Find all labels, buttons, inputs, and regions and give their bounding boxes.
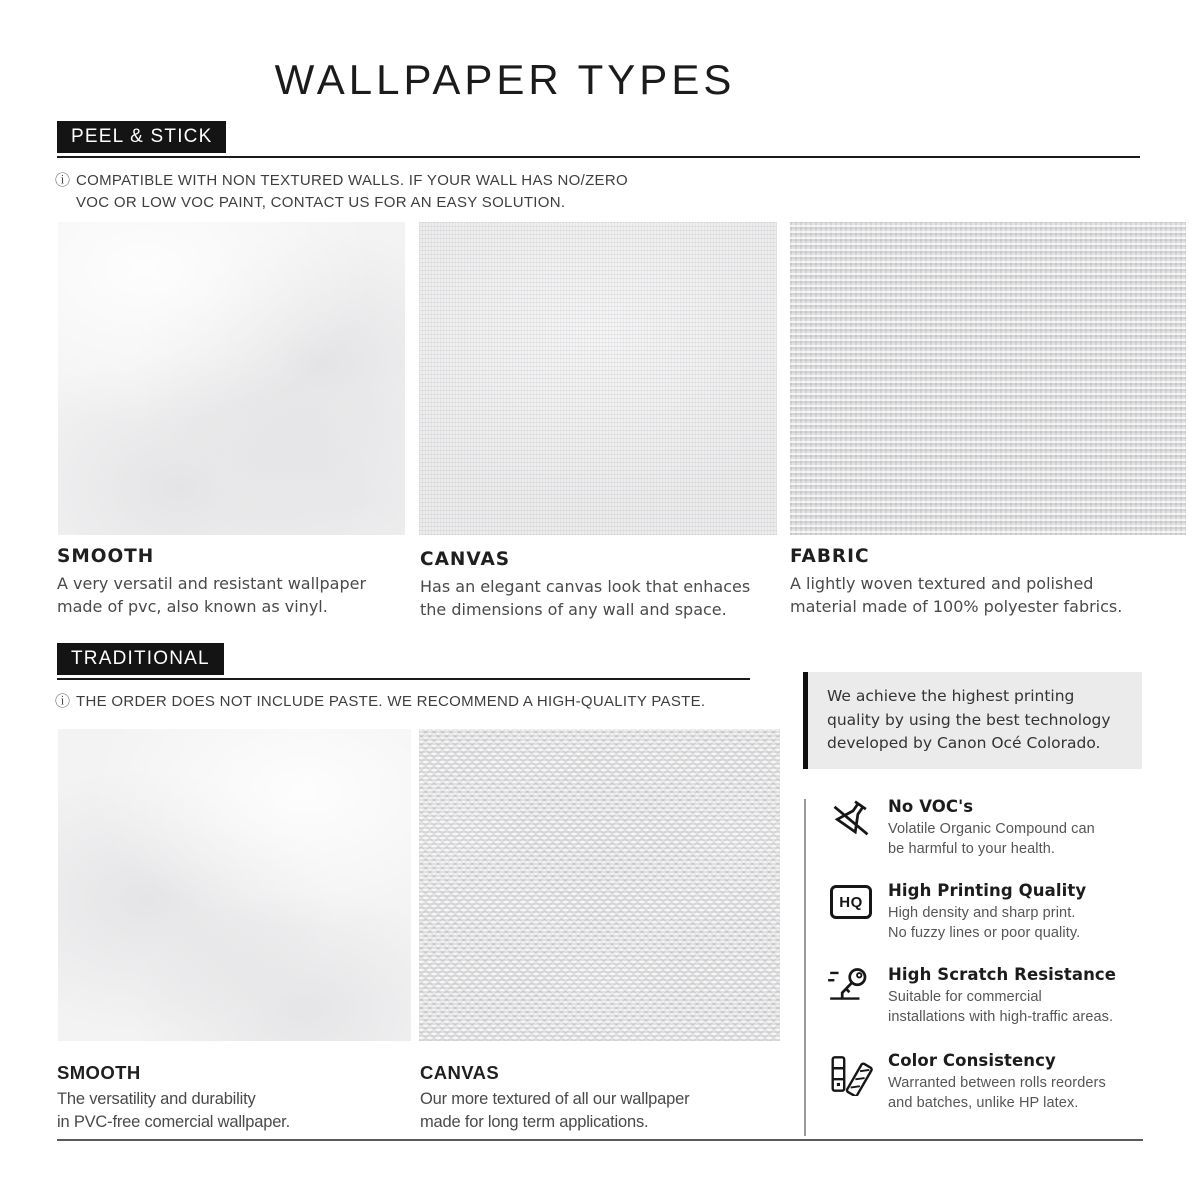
bottom-rule <box>57 1139 1143 1141</box>
traditional-label-text: TRADITIONAL <box>57 643 224 675</box>
swatch-smooth-traditional <box>58 729 411 1041</box>
feature-high-printing-quality <box>888 881 1086 943</box>
feature-desc-line: and batches, unlike HP latex. <box>888 1094 1079 1111</box>
desc-line: material made of 100% polyester fabrics. <box>790 597 1123 616</box>
swatch-desc-smooth-1 <box>57 572 366 618</box>
peel-stick-note-line1: COMPATIBLE WITH NON TEXTURED WALLS. IF YOUR WALL HAS NO/ZERO <box>76 172 628 189</box>
key-scratch-icon <box>826 964 872 1008</box>
swatch-desc-canvas-2 <box>420 1088 689 1134</box>
desc-line: made for long term applications. <box>420 1113 649 1131</box>
info-icon: ⓘ <box>55 172 71 189</box>
feature-desc <box>888 904 1086 943</box>
feature-desc-line: installations with high-traffic areas. <box>888 1008 1114 1025</box>
feature-desc-line: No fuzzy lines or poor quality. <box>888 924 1081 941</box>
feature-desc-line: Volatile Organic Compound can <box>888 821 1095 837</box>
quote-line: developed by Canon Océ Colorado. <box>827 734 1101 752</box>
feature-high-scratch-resistance <box>888 965 1116 1027</box>
feature-title: Color Consistency <box>888 1051 1056 1070</box>
feature-desc-line: Suitable for commercial <box>888 989 1042 1005</box>
feature-desc-line: Warranted between rolls reorders <box>888 1075 1106 1091</box>
peel-stick-note-line2: VOC OR LOW VOC PAINT, CONTACT US FOR AN EASY SOLUTION. <box>76 194 566 211</box>
swatch-canvas-traditional <box>419 729 780 1041</box>
desc-line: the dimensions of any wall and space. <box>420 600 727 619</box>
swatch-name-canvas-1: CANVAS <box>420 549 511 570</box>
swatch-name-canvas-2: CANVAS <box>420 1062 500 1083</box>
desc-line: The versatility and durability <box>57 1090 256 1108</box>
swatch-desc-smooth-2 <box>57 1088 290 1134</box>
swatch-fabric-peel-stick <box>790 222 1186 535</box>
desc-line: A lightly woven textured and polished <box>790 574 1094 593</box>
traditional-note <box>55 691 705 713</box>
quote-line: quality by using the best technology <box>827 710 1111 729</box>
page-title: WALLPAPER TYPES <box>274 56 736 103</box>
swatch-smooth-peel-stick <box>58 222 405 535</box>
feature-color-consistency <box>888 1051 1106 1113</box>
quote-line: We achieve the highest printing <box>827 687 1075 705</box>
no-voc-flask-icon <box>828 798 874 842</box>
hq-badge-label: HQ <box>830 885 872 919</box>
peel-stick-label-text: PEEL & STICK <box>57 121 226 153</box>
feature-desc-line: High density and sharp print. <box>888 905 1076 921</box>
desc-line: made of pvc, also known as vinyl. <box>57 597 328 616</box>
feature-title: High Printing Quality <box>888 881 1087 900</box>
traditional-note-line1: THE ORDER DOES NOT INCLUDE PASTE. WE RECOMMEND A HIGH-QUALITY PASTE. <box>76 693 706 710</box>
feature-desc <box>888 988 1116 1027</box>
traditional-rule <box>57 678 750 680</box>
section-label-traditional <box>57 649 224 669</box>
desc-line: Has an elegant canvas look that enhaces <box>420 577 751 596</box>
desc-line: in PVC-free comercial wallpaper. <box>57 1113 290 1131</box>
swatch-name-fabric-1: FABRIC <box>790 546 870 567</box>
feature-desc <box>888 1074 1106 1113</box>
info-icon: ⓘ <box>55 693 71 710</box>
swatch-name-smooth-2: SMOOTH <box>57 1062 141 1083</box>
desc-line: Our more textured of all our wallpaper <box>420 1090 690 1108</box>
swatch-desc-canvas-1 <box>420 575 750 621</box>
feature-no-voc <box>888 797 1095 859</box>
hq-badge-icon <box>830 885 876 929</box>
feature-title: No VOC's <box>888 797 974 816</box>
section-label-peel-stick <box>57 127 226 147</box>
peel-stick-rule <box>57 156 1140 158</box>
feature-desc <box>888 820 1095 859</box>
features-vertical-line <box>804 799 806 1136</box>
color-swatchbook-icon <box>828 1052 874 1096</box>
swatch-canvas-peel-stick <box>419 222 777 535</box>
swatch-desc-fabric-1 <box>790 572 1122 618</box>
peel-stick-note <box>55 170 628 214</box>
feature-title: High Scratch Resistance <box>888 965 1117 984</box>
feature-desc-line: be harmful to your health. <box>888 840 1056 857</box>
desc-line: A very versatil and resistant wallpaper <box>57 574 367 593</box>
quote-box <box>808 672 1142 769</box>
swatch-name-smooth-1: SMOOTH <box>57 546 155 567</box>
